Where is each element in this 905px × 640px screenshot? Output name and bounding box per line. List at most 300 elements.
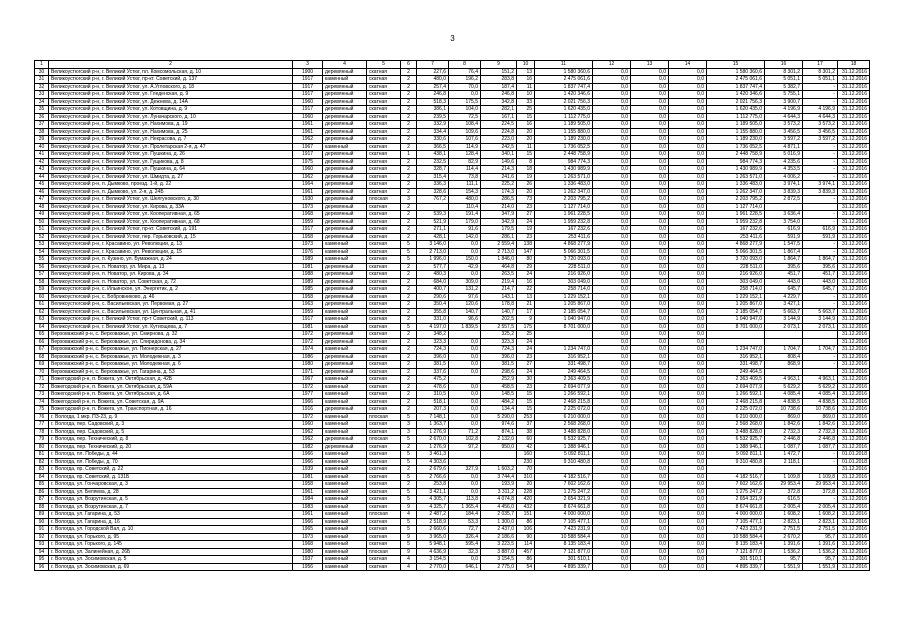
- table-cell: 29 953,4: [765, 481, 803, 489]
- table-cell: 3 311,2: [481, 488, 517, 496]
- table-cell: 8 301,2: [765, 68, 803, 76]
- table-cell: 90: [35, 518, 49, 526]
- table-cell: 3 488 828,0: [535, 428, 593, 436]
- table-cell: деревянный: [323, 293, 367, 301]
- table-cell: каменный: [323, 451, 367, 459]
- table-cell: 518,3: [417, 98, 449, 106]
- table-cell: 0,0: [669, 301, 707, 309]
- table-cell: 31.12.2016: [838, 121, 870, 129]
- table-cell: 0,0: [631, 473, 669, 481]
- table-cell: 0,0: [449, 406, 481, 414]
- table-cell: 0,0: [593, 421, 631, 429]
- table-cell: скатная: [367, 338, 401, 346]
- table-cell: 18: [517, 166, 535, 174]
- table-cell: 0,0: [631, 143, 669, 151]
- table-cell: 1 536,2: [765, 548, 803, 556]
- table-cell: 2: [401, 113, 417, 121]
- table-cell: 0,0: [631, 98, 669, 106]
- table-cell: 2 203 795,2: [535, 196, 593, 204]
- table-cell: 31.12.2016: [838, 436, 870, 444]
- table-cell: скатная: [367, 428, 401, 436]
- table-cell: 4 074,8: [481, 496, 517, 504]
- table-cell: 31.12.2016: [838, 166, 870, 174]
- table-cell: 0,0: [669, 368, 707, 376]
- table-cell: 1 112 775,0: [707, 113, 765, 121]
- table-cell: [803, 331, 838, 339]
- table-cell: 1 275 247,2: [707, 488, 765, 496]
- table-cell: 4 895 339,7: [707, 563, 765, 571]
- table-cell: 81: [35, 451, 49, 459]
- table-cell: 0,0: [669, 436, 707, 444]
- table-cell: 301 510,1: [707, 556, 765, 564]
- table-cell: 31.12.2016: [838, 526, 870, 534]
- table-cell: 591,9: [803, 233, 838, 241]
- table-cell: 95,7: [803, 533, 838, 541]
- table-cell: деревянный: [323, 136, 367, 144]
- table-cell: 2: [401, 361, 417, 369]
- table-cell: 3 754,0: [765, 218, 803, 226]
- column-header-4: 4: [323, 61, 367, 69]
- table-cell: 82,9: [449, 158, 481, 166]
- table-cell: 31.12.2016: [838, 346, 870, 354]
- table-cell: 2: [401, 173, 417, 181]
- table-cell: 1 087,7: [765, 443, 803, 451]
- table-cell: каменный: [323, 503, 367, 511]
- table-cell: 1961: [293, 121, 323, 129]
- table-cell: 31.12.2016: [838, 541, 870, 549]
- table-cell: 4 000 000,0: [535, 511, 593, 519]
- table-cell: 178,8: [481, 301, 517, 309]
- table-cell: 0,0: [631, 376, 669, 384]
- table-cell: скатная: [367, 248, 401, 256]
- table-cell: 7 105 477,1: [535, 518, 593, 526]
- table-cell: 5 092 811,1: [535, 451, 593, 459]
- table-cell: 366,5: [417, 143, 449, 151]
- table-row: [35, 106, 870, 114]
- table-cell: 2 487,2: [417, 511, 449, 519]
- table-row: [35, 413, 870, 421]
- table-cell: 2: [401, 143, 417, 151]
- table-cell: [481, 451, 517, 459]
- table-cell: каменный: [323, 563, 367, 571]
- table-cell: 2 557,5: [481, 323, 517, 331]
- table-cell: 3 427,1: [765, 301, 803, 309]
- table-cell: 7 148,1: [417, 413, 449, 421]
- table-cell: 316 952,1: [535, 353, 593, 361]
- table-cell: 3 456,5: [765, 128, 803, 136]
- table-cell: 1956: [293, 563, 323, 571]
- table-cell: 2 225 072,0: [707, 406, 765, 414]
- table-cell: 87: [35, 496, 49, 504]
- table-cell: 91,6: [449, 226, 481, 234]
- table-cell: 1963: [293, 301, 323, 309]
- table-cell: 0,0: [669, 211, 707, 219]
- table-cell: 225,2: [481, 181, 517, 189]
- table-cell: 0,0: [593, 113, 631, 121]
- table-cell: 1 276,9: [417, 443, 449, 451]
- table-cell: 395,6: [803, 263, 838, 271]
- table-cell: скатная: [367, 293, 401, 301]
- table-cell: 10 588 584,4: [707, 533, 765, 541]
- table-cell: г. Вологда, ул. Гагарина, д. 16: [49, 518, 293, 526]
- table-cell: 20: [517, 188, 535, 196]
- table-cell: 5: [401, 496, 417, 504]
- table-cell: скатная: [367, 158, 401, 166]
- table-cell: 330,6: [417, 136, 449, 144]
- table-cell: 0,0: [593, 398, 631, 406]
- table-cell: 0,0: [631, 526, 669, 534]
- table-cell: 219,4: [481, 278, 517, 286]
- table-cell: 0,0: [631, 68, 669, 76]
- table-row: [35, 481, 870, 489]
- table-cell: 2 185 054,7: [707, 308, 765, 316]
- table-row: [35, 271, 870, 279]
- table-cell: каменный: [323, 556, 367, 564]
- table-cell: каменный: [323, 518, 367, 526]
- table-cell: [803, 368, 838, 376]
- table-cell: 0,0: [669, 406, 707, 414]
- table-cell: 0,0: [593, 518, 631, 526]
- table-cell: 1976: [293, 248, 323, 256]
- table-cell: Великоустюгский р-н, г. Великий Устюг, ул. Нахимова, д. 25: [49, 128, 293, 136]
- table-cell: 167 232,6: [535, 226, 593, 234]
- table-cell: 1 837 747,4: [535, 83, 593, 91]
- table-cell: 73,8: [449, 173, 481, 181]
- table-cell: 1 109,8: [803, 473, 838, 481]
- table-cell: 591,9: [765, 233, 803, 241]
- table-cell: 2 185 054,7: [535, 308, 593, 316]
- table-cell: 316 952,1: [707, 353, 765, 361]
- table-row: [35, 211, 870, 219]
- table-cell: каменный: [323, 248, 367, 256]
- table-cell: 2 670,0: [417, 436, 449, 444]
- table-cell: 0,0: [449, 91, 481, 99]
- table-cell: 228 511,0: [535, 263, 593, 271]
- column-header-12: 12: [593, 61, 631, 69]
- table-cell: 2 770,0: [417, 563, 449, 571]
- table-cell: 1 391,6: [803, 541, 838, 549]
- table-cell: 58: [35, 278, 49, 286]
- table-row: [35, 511, 870, 519]
- table-cell: 0,0: [593, 533, 631, 541]
- table-cell: скатная: [367, 98, 401, 106]
- table-cell: 31.12.2016: [838, 91, 870, 99]
- table-cell: 1983: [293, 503, 323, 511]
- table-row: [35, 353, 870, 361]
- table-cell: 4: [401, 563, 417, 571]
- table-cell: 8 701 000,0: [535, 323, 593, 331]
- table-cell: 3: [401, 428, 417, 436]
- table-cell: 2 823,1: [765, 518, 803, 526]
- table-cell: 140,7: [449, 308, 481, 316]
- table-cell: 0,0: [669, 76, 707, 84]
- column-header-17: 17: [803, 61, 838, 69]
- table-cell: 298,6: [481, 368, 517, 376]
- table-cell: 31.12.2016: [838, 248, 870, 256]
- table-cell: 175: [517, 323, 535, 331]
- table-cell: 31.12.2016: [838, 158, 870, 166]
- table-cell: 0,0: [593, 331, 631, 339]
- table-cell: 31.12.2016: [838, 368, 870, 376]
- table-cell: 1965: [293, 526, 323, 534]
- table-cell: 5 066 301,5: [535, 248, 593, 256]
- table-cell: 0,0: [669, 458, 707, 466]
- table-cell: 3 720 093,0: [535, 256, 593, 264]
- table-cell: 86: [517, 518, 535, 526]
- table-row: [35, 203, 870, 211]
- table-cell: 0,0: [593, 413, 631, 421]
- table-cell: Великоустюгский р-н, г. Великий Устюг, ул. Кооперативная, д. 68: [49, 218, 293, 226]
- table-cell: 21: [517, 301, 535, 309]
- table-cell: 0,0: [593, 233, 631, 241]
- table-cell: 0,0: [593, 271, 631, 279]
- table-cell: Верховажский р-н, с. Верховажье, ул. Спиридонова, д. 34: [49, 338, 293, 346]
- table-cell: 0,0: [449, 241, 481, 249]
- table-cell: г. Вологда, ул. Залинейная, д. 26Б: [49, 548, 293, 556]
- table-cell: 0,0: [593, 548, 631, 556]
- table-cell: 31.12.2016: [838, 533, 870, 541]
- table-cell: скатная: [367, 466, 401, 474]
- table-cell: 331,0: [417, 316, 449, 324]
- table-cell: 31.12.2016: [838, 391, 870, 399]
- table-cell: скатная: [367, 346, 401, 354]
- table-cell: 1968: [293, 211, 323, 219]
- table-cell: 0,0: [669, 218, 707, 226]
- table-cell: скатная: [367, 241, 401, 249]
- table-cell: 95,7: [765, 556, 803, 564]
- table-cell: 1 959 232,8: [707, 218, 765, 226]
- table-cell: 2: [401, 346, 417, 354]
- table-cell: 70: [35, 368, 49, 376]
- table-cell: 228: [517, 488, 535, 496]
- table-cell: 1 275 247,2: [535, 488, 593, 496]
- table-cell: 1962: [293, 428, 323, 436]
- table-cell: деревянный: [323, 218, 367, 226]
- table-cell: 372,8: [803, 488, 838, 496]
- table-cell: 7 121 877,0: [535, 548, 593, 556]
- table-cell: 1 205 867,0: [535, 301, 593, 309]
- table-cell: г. Вологда, пл. Победы, д. 44: [49, 451, 293, 459]
- table-cell: 65: [35, 331, 49, 339]
- table-cell: скатная: [367, 263, 401, 271]
- table-row: [35, 188, 870, 196]
- table-cell: [707, 331, 765, 339]
- table-cell: 869,0: [803, 413, 838, 421]
- table-cell: Великоустюгский р-н, п. Новатор, ул. Кирова, д. 34: [49, 271, 293, 279]
- table-cell: 4 871,1: [765, 143, 803, 151]
- table-cell: 31.12.2016: [838, 211, 870, 219]
- table-cell: 228 511,0: [707, 263, 765, 271]
- table-cell: 31.12.2016: [838, 136, 870, 144]
- table-cell: 4 229,7: [765, 293, 803, 301]
- table-cell: 34: [35, 98, 49, 106]
- table-cell: 303 049,0: [535, 278, 593, 286]
- table-cell: 0,0: [593, 68, 631, 76]
- table-cell: -: [803, 301, 838, 309]
- table-cell: деревянный: [323, 233, 367, 241]
- table-cell: скатная: [367, 563, 401, 571]
- table-cell: 2: [401, 301, 417, 309]
- table-cell: 23: [517, 383, 535, 391]
- table-cell: 3 488 828,0: [707, 428, 765, 436]
- table-cell: -: [803, 143, 838, 151]
- table-cell: 5 755,1: [765, 91, 803, 99]
- table-row: [35, 98, 870, 106]
- table-cell: -: [803, 91, 838, 99]
- table-cell: 0,0: [593, 98, 631, 106]
- table-cell: 1 189 505,0: [707, 121, 765, 129]
- table-row: [35, 316, 870, 324]
- table-cell: 0,0: [593, 173, 631, 181]
- table-row: [35, 451, 870, 459]
- table-cell: 15: [517, 391, 535, 399]
- table-cell: 0,0: [631, 308, 669, 316]
- table-cell: 0,0: [669, 263, 707, 271]
- table-cell: 1984: [293, 496, 323, 504]
- table-cell: 0,0: [631, 196, 669, 204]
- table-cell: 1 189 505,0: [535, 121, 593, 129]
- table-cell: 1988: [293, 271, 323, 279]
- table-cell: 258 714,0: [707, 286, 765, 294]
- table-cell: -: [803, 151, 838, 159]
- table-cell: 01.01.2018: [838, 451, 870, 459]
- table-cell: Верховажский р-н, с. Верховажье, ул. Пионерская, д. 27: [49, 346, 293, 354]
- table-cell: 72,5: [449, 113, 481, 121]
- table-cell: 33: [35, 91, 49, 99]
- table-cell: 5 382,7: [765, 83, 803, 91]
- table-cell: 1972: [293, 413, 323, 421]
- table-cell: 0,0: [593, 301, 631, 309]
- table-cell: 0,0: [631, 488, 669, 496]
- table-row: [35, 428, 870, 436]
- table-cell: 2 035,7: [481, 511, 517, 519]
- table-row: [35, 526, 870, 534]
- table-cell: скатная: [367, 541, 401, 549]
- table-cell: 31: [35, 76, 49, 84]
- table-cell: скатная: [367, 518, 401, 526]
- table-cell: каменный: [323, 256, 367, 264]
- table-cell: Вожегодский р-н, п. Вожега, ул. Октябрьская, д. 42Б: [49, 376, 293, 384]
- table-cell: 1 276,9: [417, 428, 449, 436]
- table-cell: 4 000 000,0: [707, 511, 765, 519]
- table-cell: 1 580 360,6: [707, 68, 765, 76]
- table-cell: Великоустюгский р-н, г. Великий Устюг, ул. А.Угловского, д. 18: [49, 83, 293, 91]
- table-cell: 0,0: [669, 376, 707, 384]
- table-cell: 480,3: [417, 271, 449, 279]
- table-cell: 46: [35, 188, 49, 196]
- table-cell: 0,0: [669, 361, 707, 369]
- table-cell: 179,0: [449, 218, 481, 226]
- table-cell: 0,0: [593, 308, 631, 316]
- table-cell: 0,0: [631, 203, 669, 211]
- table-cell: 0,0: [669, 113, 707, 121]
- table-cell: 31.12.2016: [838, 563, 870, 571]
- table-cell: 0,0: [669, 248, 707, 256]
- table-cell: 1973: [293, 241, 323, 249]
- table-cell: 25: [517, 106, 535, 114]
- table-cell: 1966: [293, 398, 323, 406]
- table-cell: 684,0: [417, 278, 449, 286]
- table-cell: 0,0: [631, 346, 669, 354]
- table-cell: 1916: [293, 406, 323, 414]
- table-cell: 5: [401, 436, 417, 444]
- table-cell: 1 155 880,0: [707, 128, 765, 136]
- table-cell: скатная: [367, 233, 401, 241]
- table-cell: 2: [401, 218, 417, 226]
- table-cell: 1961: [293, 511, 323, 519]
- table-cell: 0,0: [631, 316, 669, 324]
- table-cell: 1981: [293, 473, 323, 481]
- table-cell: 1959: [293, 218, 323, 226]
- table-row: [35, 421, 870, 429]
- table-cell: 49: [35, 211, 49, 219]
- table-cell: 0,0: [631, 76, 669, 84]
- table-row: [35, 91, 870, 99]
- table-cell: 24: [517, 271, 535, 279]
- table-row: [35, 368, 870, 376]
- table-cell: 1980: [293, 548, 323, 556]
- table-cell: 2 021 756,3: [707, 98, 765, 106]
- table-cell: 72,7: [449, 526, 481, 534]
- table-cell: -: [803, 158, 838, 166]
- table-cell: -: [803, 83, 838, 91]
- table-cell: 175,5: [449, 98, 481, 106]
- table-cell: 20: [517, 128, 535, 136]
- table-cell: 2 568 268,0: [707, 421, 765, 429]
- table-cell: деревянный: [323, 331, 367, 339]
- table-row: [35, 293, 870, 301]
- table-cell: 1972: [293, 331, 323, 339]
- table-cell: [449, 451, 481, 459]
- table-cell: 438,1: [417, 151, 449, 159]
- table-cell: 0,0: [631, 331, 669, 339]
- table-cell: 0,0: [593, 316, 631, 324]
- table-cell: 138: [517, 241, 535, 249]
- table-cell: 0,0: [669, 143, 707, 151]
- table-cell: г. Вологда, пл. Победы, д. 70: [49, 458, 293, 466]
- table-cell: Великоустюгский р-н, г. Великий Устюг, ул. Пролетарская 2-я, д. 47: [49, 143, 293, 151]
- table-cell: 8 701 000,0: [707, 323, 765, 331]
- table-cell: 2 660,6: [417, 526, 449, 534]
- table-cell: 2 446,8: [765, 436, 803, 444]
- table-row: [35, 263, 870, 271]
- table-cell: 1 837 747,4: [707, 83, 765, 91]
- table-cell: 95,7: [803, 556, 838, 564]
- table-cell: 30: [35, 68, 49, 76]
- table-cell: 5 290,0: [481, 413, 517, 421]
- table-cell: 36: [35, 113, 49, 121]
- table-cell: 2: [401, 263, 417, 271]
- table-cell: 48: [35, 203, 49, 211]
- table-cell: -: [803, 218, 838, 226]
- table-cell: скатная: [367, 556, 401, 564]
- table-cell: 232,5: [417, 158, 449, 166]
- table-cell: 3 144,9: [803, 316, 838, 324]
- table-cell: скатная: [367, 323, 401, 331]
- table-cell: деревянный: [323, 203, 367, 211]
- table-cell: 0,0: [593, 256, 631, 264]
- table-cell: скатная: [367, 188, 401, 196]
- table-cell: 0,0: [593, 406, 631, 414]
- table-cell: 43: [35, 166, 49, 174]
- table-row: [35, 218, 870, 226]
- table-cell: скатная: [367, 83, 401, 91]
- table-cell: 0,0: [449, 473, 481, 481]
- table-cell: 3 146,0: [417, 241, 449, 249]
- table-cell: 386,1: [417, 106, 449, 114]
- table-cell: 60: [35, 293, 49, 301]
- table-row: [35, 278, 870, 286]
